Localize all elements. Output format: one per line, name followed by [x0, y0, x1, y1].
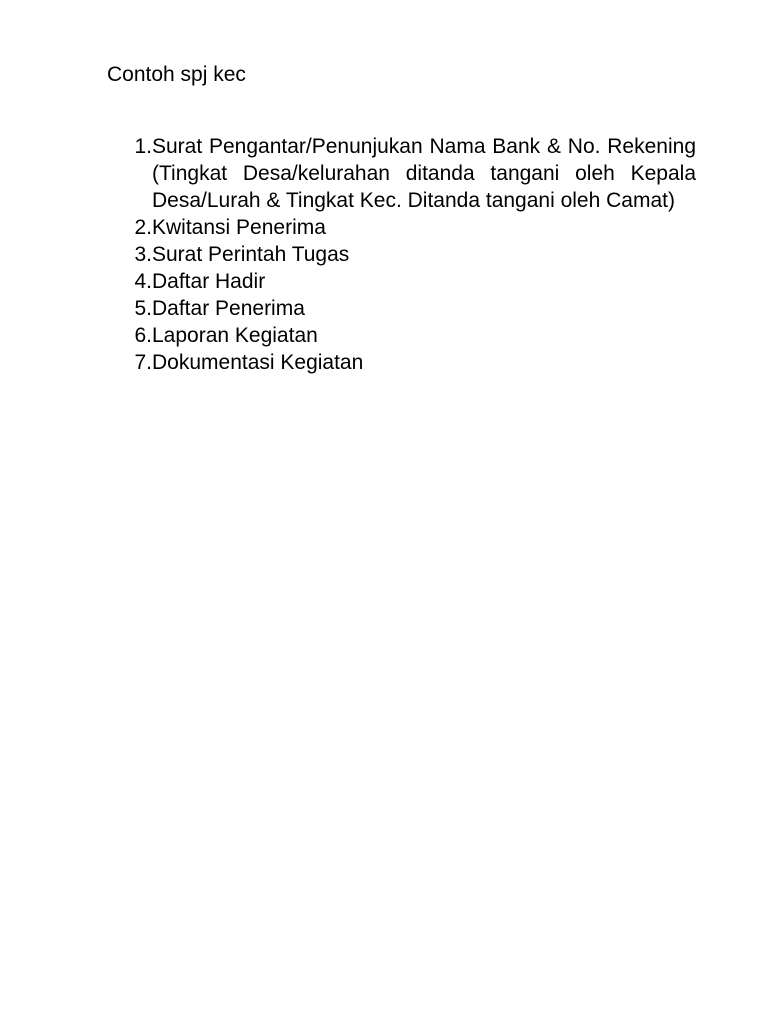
- list-item-text: Daftar Penerima: [152, 297, 305, 320]
- list-item-text: Laporan Kegiatan: [152, 324, 318, 347]
- list-item-number: 7.: [134, 351, 152, 374]
- list-item-number: 3.: [134, 243, 152, 266]
- requirements-list: [107, 133, 696, 376]
- list-item: [107, 214, 696, 241]
- list-item-number: 5.: [134, 297, 152, 320]
- list-item-text: Kwitansi Penerima: [152, 216, 326, 239]
- list-item-text: Surat Perintah Tugas: [152, 243, 350, 266]
- list-item: [107, 295, 696, 322]
- list-item: [107, 268, 696, 295]
- list-item-number: 6.: [134, 324, 152, 347]
- list-item: [107, 322, 696, 349]
- list-item-text: Daftar Hadir: [152, 270, 266, 293]
- list-item: [107, 349, 696, 376]
- list-item-number: 1.: [134, 135, 152, 158]
- list-item-number: 4.: [134, 270, 152, 293]
- list-item-text: Surat Pengantar/Penunjukan Nama Bank & No. Rekening (Tingkat Desa/kelurahan ditanda tangani oleh Kepala Desa/Lurah & Tingkat Kec. Ditanda tangani oleh Camat): [152, 135, 696, 212]
- list-item-text: Dokumentasi Kegiatan: [152, 351, 364, 374]
- list-item: [107, 133, 696, 214]
- document-title: Contoh spj kec: [107, 63, 246, 86]
- list-item-number: 2.: [134, 216, 152, 239]
- list-item: [107, 241, 696, 268]
